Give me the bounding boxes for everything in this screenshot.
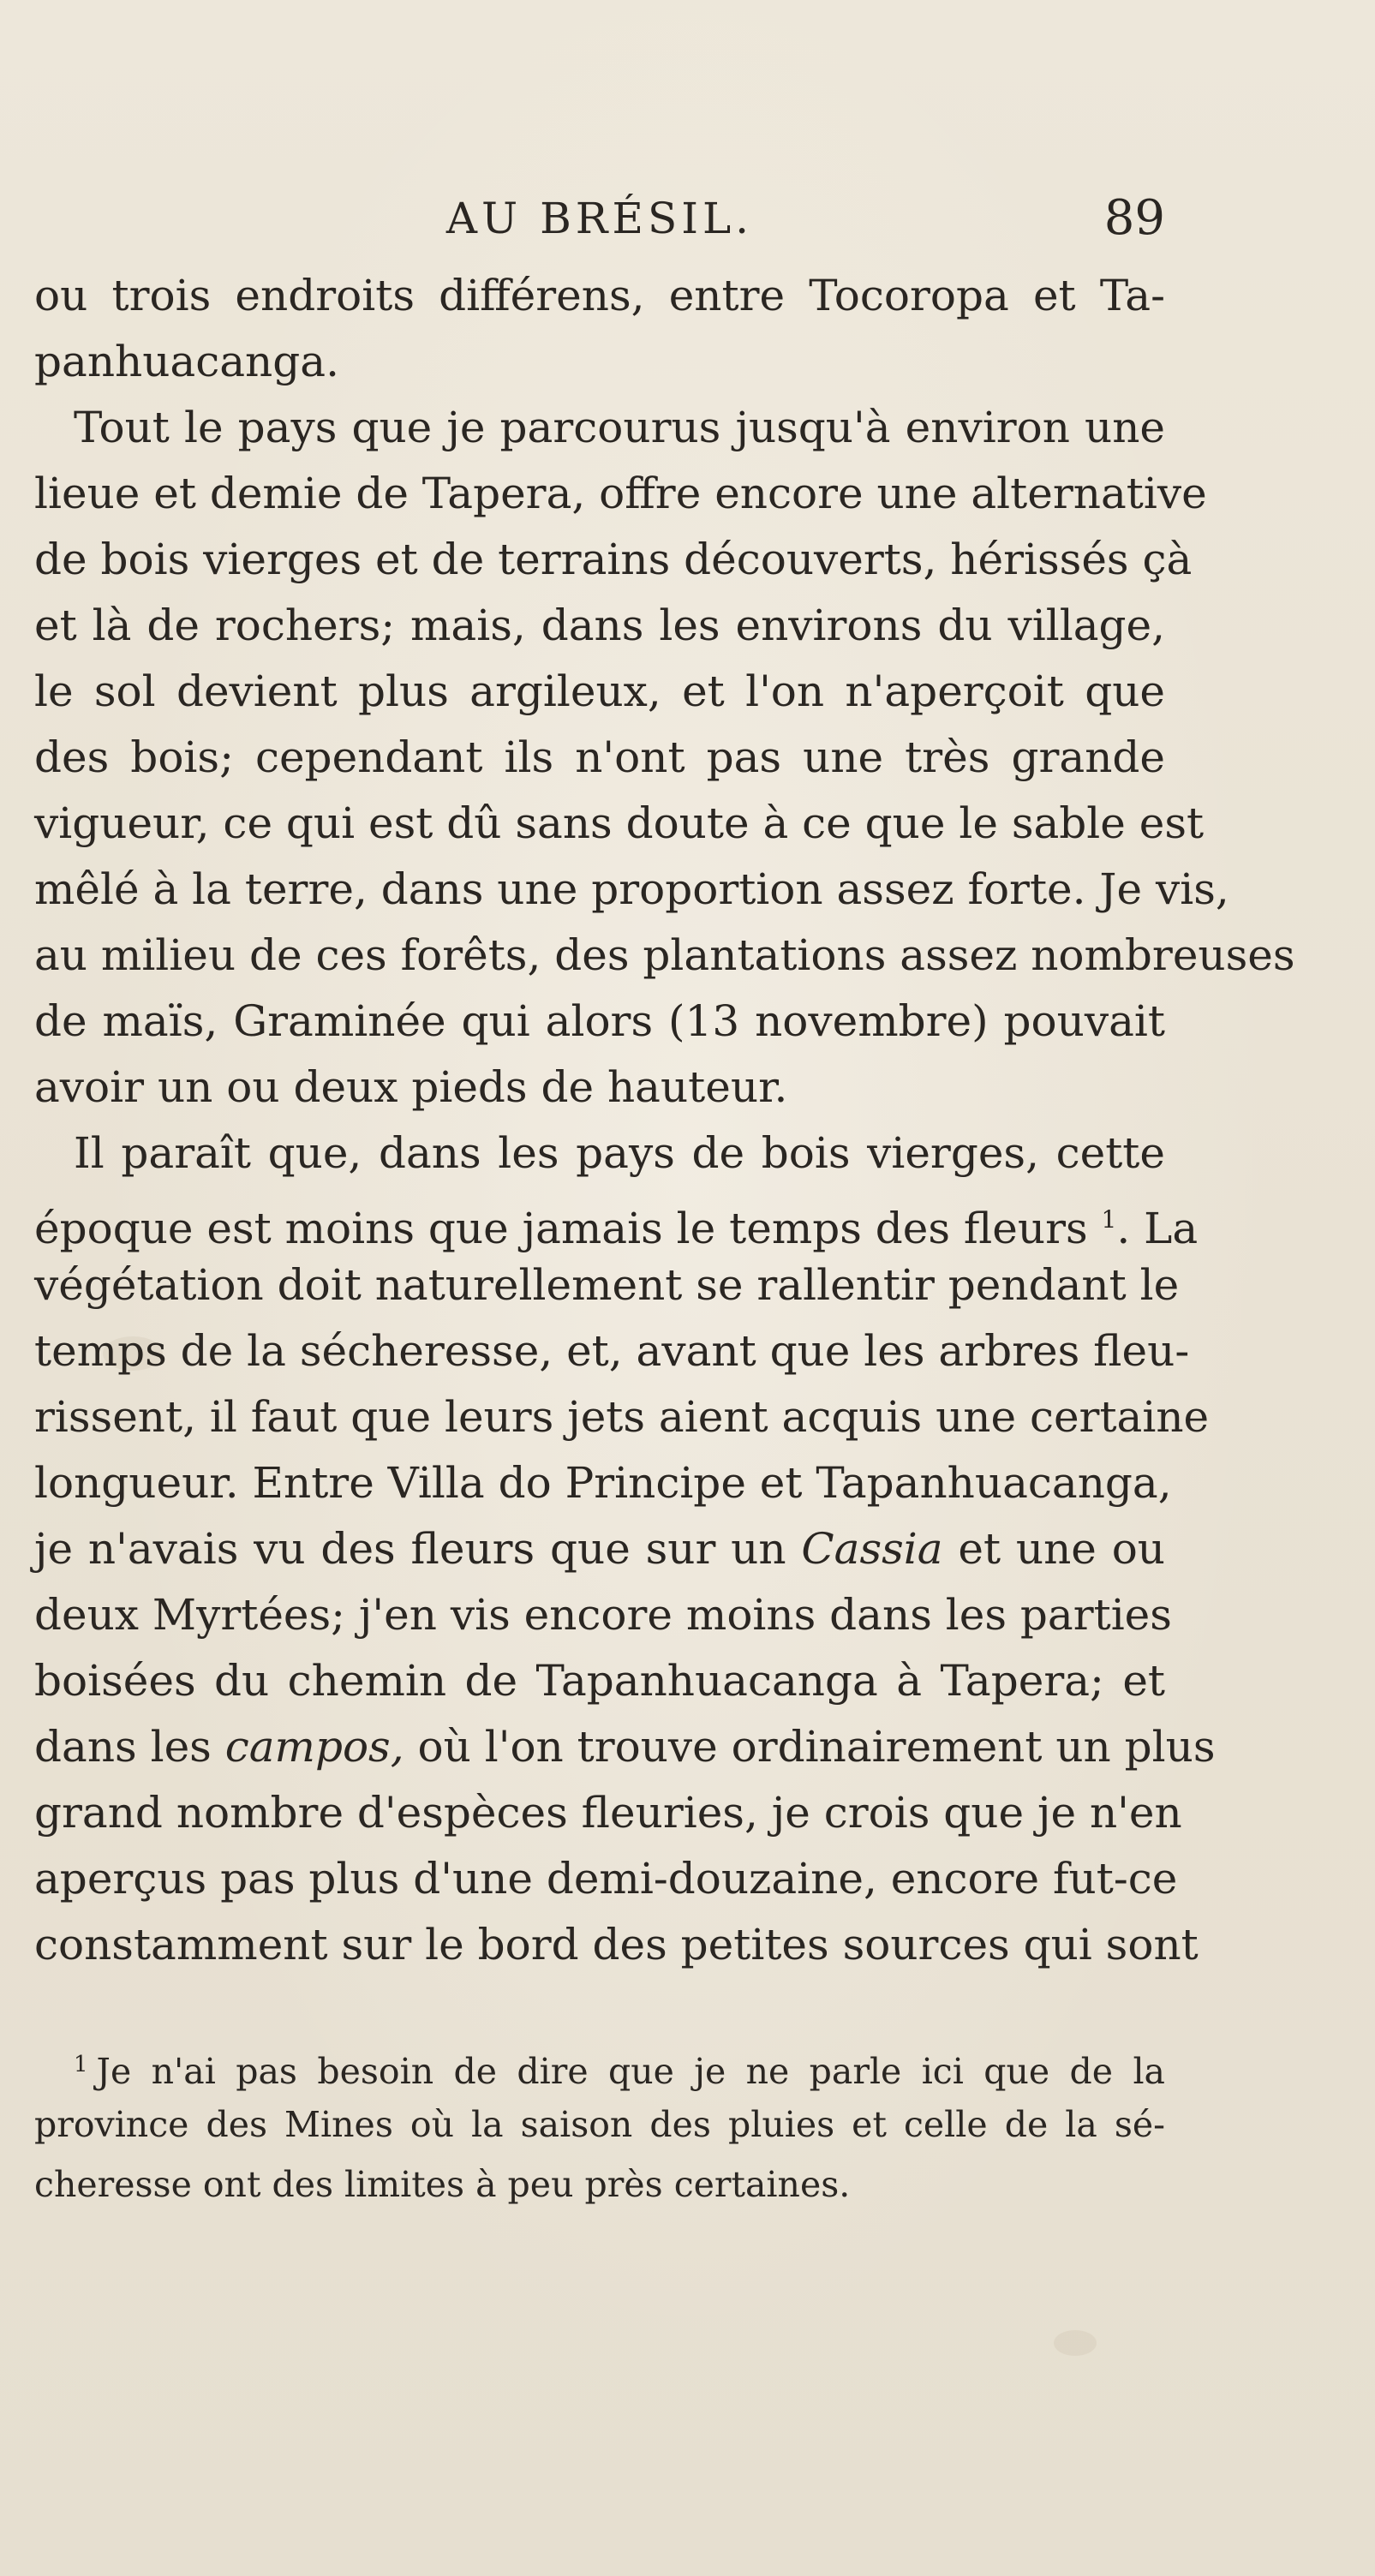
text-line: ou trois endroits différens, entre Tocoropa et Ta- [34,271,1165,320]
text-line: deux Myrtées; j'en vis encore moins dans les parties [34,1590,1172,1640]
text-line [34,1516,1165,1582]
page-number: 89 [1103,190,1165,246]
text-line: au milieu de ces forêts, des plantations assez nombreuses [34,930,1295,980]
running-title: AU BRÉSIL. [445,194,754,243]
text-line: Tout le pays que je parcourus jusqu'à environ une [74,403,1165,452]
text-fragment: je n'avais vu des fleurs que sur un [34,1524,802,1574]
text-line: avoir un ou deux pieds de hauteur. [34,1062,788,1112]
paper-stain [1054,2330,1097,2356]
text-line: grand nombre d'espèces fleuries, je crois que je n'en [34,1788,1182,1838]
text-line: Il paraît que, dans les pays de bois vierges, cette [74,1128,1165,1178]
text-fragment: où l'on trouve ordinairement un plus [404,1722,1216,1772]
footnote-text: Je n'ai pas besoin de dire que je ne parle ici que de la [96,2051,1165,2092]
text-line: et là de rochers; mais, dans les environs du village, [34,601,1165,650]
footnote [34,2035,1165,2214]
text-fragment: dans les [34,1722,225,1772]
text-fragment: époque est moins que jamais le temps des fleurs [34,1204,1088,1253]
text-line: mêlé à la terre, dans une proportion assez forte. Je vis, [34,864,1229,914]
text-fragment: et une ou [942,1524,1166,1574]
text-line: lieue et demie de Tapera, offre encore une alternative [34,469,1207,518]
body-text [34,263,1295,1978]
text-line: de bois vierges et de terrains découverts, hérissés çà [34,535,1193,584]
text-line [34,1714,1216,1780]
text-line: aperçus pas plus d'une demi-douzaine, encore fut-ce [34,1854,1178,1904]
text-line: de maïs, Graminée qui alors (13 novembre) pouvait [34,996,1165,1046]
footnote-reference[interactable]: 1 [1101,1205,1117,1234]
text-line: vigueur, ce qui est dû sans doute à ce que le sable est [34,798,1205,848]
text-line: panhuacanga. [34,337,339,386]
footnote-marker: 1 [74,2052,88,2077]
page-header [34,184,1165,253]
text-line [34,1186,1199,1253]
text-line: temps de la sécheresse, et, avant que les arbres fleu- [34,1326,1190,1376]
text-line: des bois; cependant ils n'ont pas une très grande [34,732,1165,782]
text-line: végétation doit naturellement se rallentir pendant le [34,1260,1180,1310]
text-fragment: . La [1116,1204,1199,1253]
text-line: longueur. Entre Villa do Principe et Tapanhuacanga, [34,1458,1172,1508]
text-line: le sol devient plus argileux, et l'on n'aperçoit que [34,666,1165,716]
text-line: rissent, il faut que leurs jets aient acquis une certaine [34,1392,1210,1442]
footnote-line: cheresse ont des limites à peu près certaines. [34,2164,851,2205]
footnote-line: province des Mines où la saison des pluies et celle de la sé- [34,2104,1165,2145]
footnote-line [34,2035,1165,2095]
text-line: constamment sur le bord des petites sources qui sont [34,1920,1199,1969]
text-line: boisées du chemin de Tapanhuacanga à Tapera; et [34,1656,1165,1706]
italic-term: campos, [224,1722,404,1772]
italic-term: Cassia [801,1524,943,1574]
